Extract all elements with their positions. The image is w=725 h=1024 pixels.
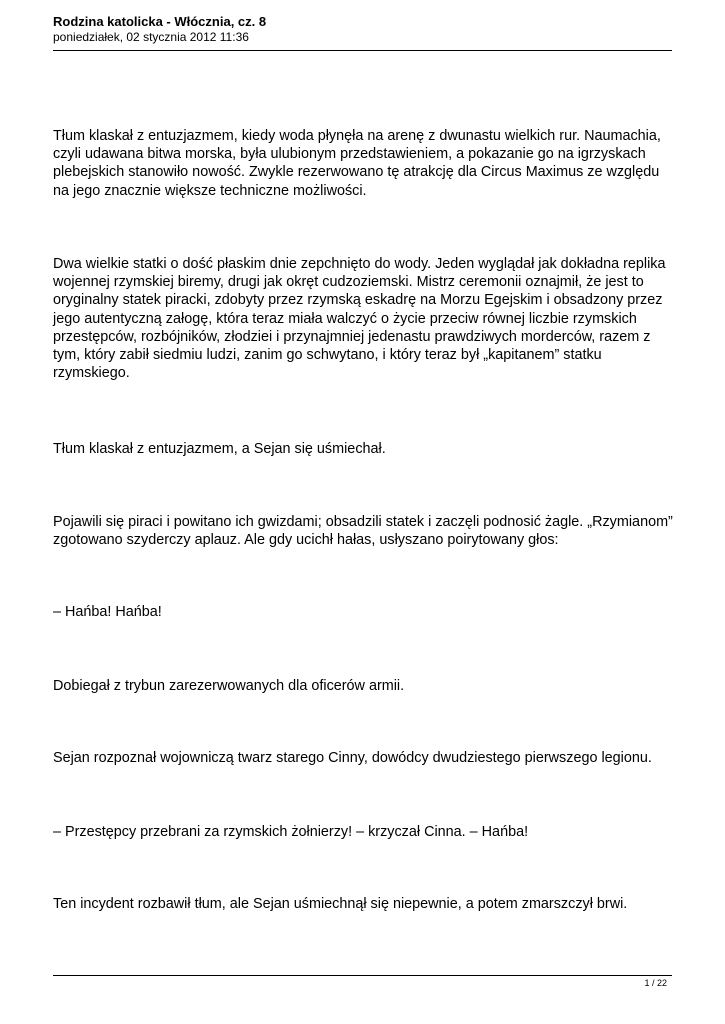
- paragraph-4: Pojawili się piraci i powitano ich gwizdami; obsadzili statek i zaczęli podnosić żagle. „Rzymianom” zgotowano szyderczy aplauz. Ale gdy ucichł hałas, usłyszano poirytowany głos:: [53, 514, 673, 549]
- paragraph-9: Ten incydent rozbawił tłum, ale Sejan uśmiechnął się niepewnie, a potem zmarszczył brwi.: [53, 896, 628, 912]
- paragraph-8: – Przestępcy przebrani za rzymskich żołnierzy! – krzyczał Cinna. – Hańba!: [53, 824, 529, 840]
- paragraph-2: Dwa wielkie statki o dość płaskim dnie zepchnięto do wody. Jeden wyglądał jak dokładna replika wojennej rzymskiej biremy, drugi jak okręt cudzoziemski. Mistrz ceremonii oznajmił, że jest to oryginalny statek piracki, zdobyty przez rzymską eskadrę na Morzu Egejskim i obsadzony przez jego autentyczną załogę, która teraz miała walczyć o życie przeciw równej liczbie rzymskich przestępców, rozbójników, złodziei i przynajmniej jedenastu prawdziwych morderców, razem z tym, który zabił siedmiu ludzi, zanim go schwytano, i który teraz był „kapitanem” statku rzymskiego.: [53, 256, 666, 382]
- paragraph-5: – Hańba! Hańba!: [53, 604, 162, 620]
- paragraph-1: Tłum klaskał z entuzjazmem, kiedy woda płynęła na arenę z dwunastu wielkich rur. Naumachia, czyli udawana bitwa morska, była ulubionym przedstawieniem, a pokazanie go na igrzyskach plebejskich stanowiło nowość. Zwykle rezerwowano tę atrakcję dla Circus Maximus ze względu na jego znacznie większe techniczne możliwości.: [53, 128, 661, 199]
- page-number: 1 / 22: [644, 978, 667, 988]
- footer-divider: [53, 975, 672, 976]
- document-title: Rodzina katolicka - Włócznia, cz. 8: [53, 14, 267, 29]
- header-divider: [53, 50, 672, 51]
- document-date: poniedziałek, 02 stycznia 2012 11:36: [53, 30, 249, 44]
- document-header: [53, 13, 672, 45]
- paragraph-6: Dobiegał z trybun zarezerwowanych dla oficerów armii.: [53, 678, 405, 694]
- paragraph-3: Tłum klaskał z entuzjazmem, a Sejan się uśmiechał.: [53, 441, 386, 457]
- paragraph-7: Sejan rozpoznał wojowniczą twarz starego Cinny, dowódcy dwudziestego pierwszego legionu.: [53, 750, 652, 766]
